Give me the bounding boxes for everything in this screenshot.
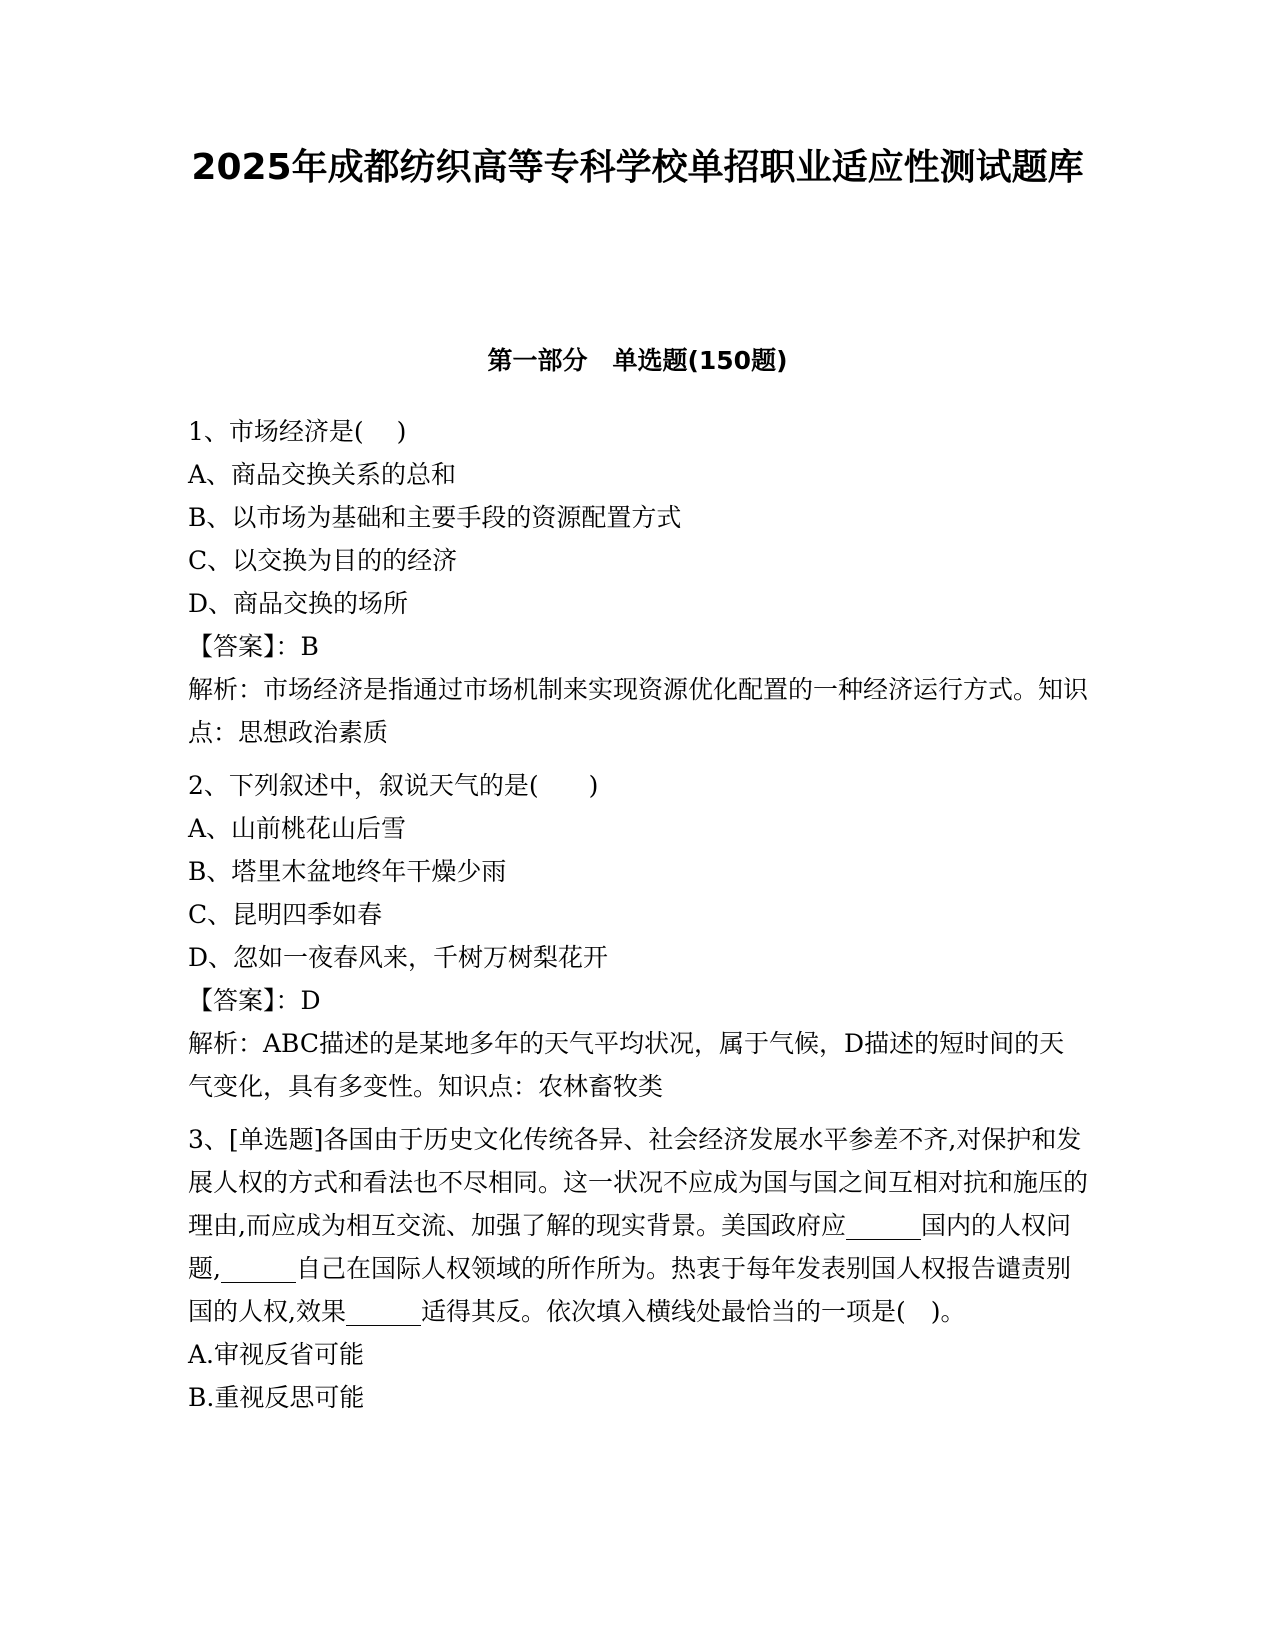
option-a: A、商品交换关系的总和 bbox=[188, 460, 457, 489]
analysis: 解析：ABC描述的是某地多年的天气平均状况，属于气候，D描述的短时间的天气变化，具有多变性。知识点：农林畜牧类 bbox=[188, 1029, 1065, 1101]
question-item bbox=[188, 764, 1088, 1108]
analysis: 解析：市场经济是指通过市场机制来实现资源优化配置的一种经济运行方式。知识点：思想政治素质 bbox=[188, 675, 1089, 747]
question-item bbox=[188, 1118, 1088, 1419]
option-c: C、昆明四季如春 bbox=[188, 900, 383, 929]
section-heading: 第一部分 单选题(150题) bbox=[487, 346, 788, 375]
answer: 【答案】：B bbox=[188, 632, 319, 661]
question-item bbox=[188, 410, 1088, 754]
document-title: 2025年成都纺织高等专科学校单招职业适应性测试题库 bbox=[191, 147, 1084, 188]
question-list bbox=[188, 410, 1088, 1429]
answer: 【答案】：D bbox=[188, 986, 321, 1015]
option-b: B.重视反思可能 bbox=[188, 1383, 365, 1412]
option-a: A.审视反省可能 bbox=[188, 1340, 365, 1369]
option-d: D、忽如一夜春风来，千树万树梨花开 bbox=[188, 943, 609, 972]
option-b: B、以市场为基础和主要手段的资源配置方式 bbox=[188, 503, 682, 532]
option-d: D、商品交换的场所 bbox=[188, 589, 409, 618]
option-a: A、山前桃花山后雪 bbox=[188, 814, 407, 843]
question-stem: 2、下列叙述中，叙说天气的是( ) bbox=[188, 771, 599, 800]
question-stem: 3、[单选题]各国由于历史文化传统各异、社会经济发展水平参差不齐,对保护和发展人权的方式和看法也不尽相同。这一状况不应成为国与国之间互相对抗和施压的理由,而应成为相互交流、加强了解的现实背景。美国政府应______国内的人权问题,______自己在国际人权领域的所作所为。热衷于每年发表别国人权报告谴责别国的人权,效果______适得其反。依次填入横线处最恰当的一项是( )。 bbox=[188, 1125, 1089, 1326]
question-stem: 1、市场经济是( ) bbox=[188, 417, 407, 446]
option-c: C、以交换为目的的经济 bbox=[188, 546, 458, 575]
option-b: B、塔里木盆地终年干燥少雨 bbox=[188, 857, 507, 886]
